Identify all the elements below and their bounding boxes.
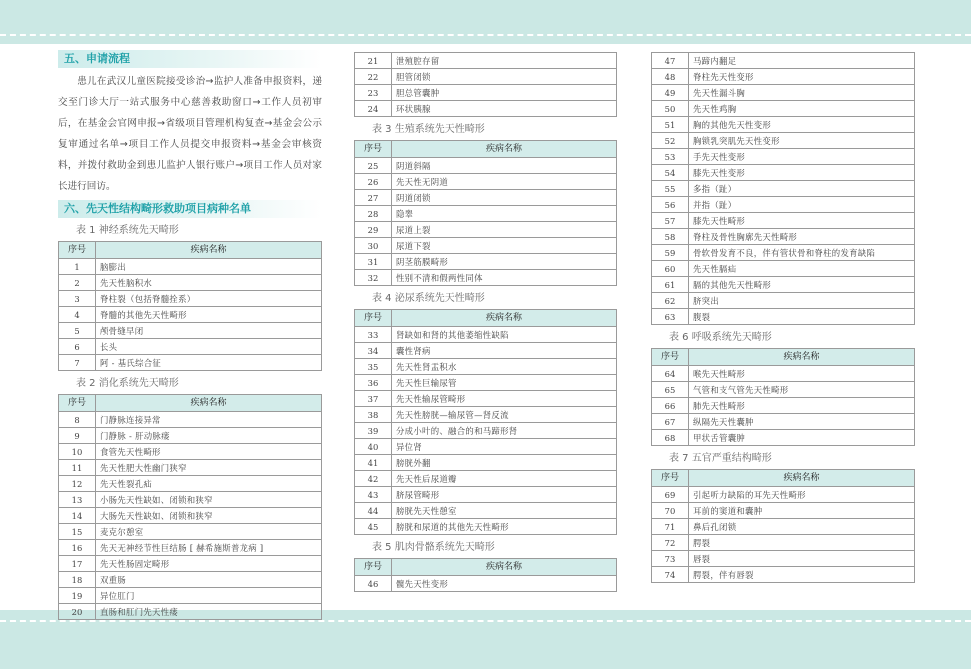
table-row <box>355 101 617 117</box>
disease-name: 大肠先天性缺如、闭锁和狭窄 <box>96 508 322 524</box>
disease-name: 颅骨缝早闭 <box>96 323 322 339</box>
table-5-caption: 表 5 肌肉骨骼系统先天畸形 <box>372 542 495 553</box>
disease-name: 耳前的窦道和囊肿 <box>689 503 915 519</box>
disease-name: 食管先天性畸形 <box>96 444 322 460</box>
disease-name: 先天性后尿道瓣 <box>392 471 617 487</box>
table-6 <box>651 348 915 446</box>
disease-name: 先天性漏斗胸 <box>689 85 915 101</box>
disease-name: 性别不清和假两性同体 <box>392 270 617 286</box>
table-4-caption: 表 4 泌尿系统先天性畸形 <box>372 293 485 304</box>
row-number: 9 <box>59 428 96 444</box>
row-number: 57 <box>652 213 689 229</box>
table-row <box>59 508 322 524</box>
row-number: 49 <box>652 85 689 101</box>
table-1-body <box>59 259 322 371</box>
table-row <box>652 165 915 181</box>
row-number: 48 <box>652 69 689 85</box>
row-number: 30 <box>355 238 392 254</box>
row-number: 17 <box>59 556 96 572</box>
table-header-row <box>652 349 915 366</box>
table-row <box>59 556 322 572</box>
disease-name: 并指（趾） <box>689 197 915 213</box>
disease-name: 膀胱外翻 <box>392 455 617 471</box>
table-row <box>59 259 322 275</box>
disease-name: 脊髓的其他先天性畸形 <box>96 307 322 323</box>
row-number: 46 <box>355 576 392 592</box>
disease-name: 先天性裂孔疝 <box>96 476 322 492</box>
row-number: 56 <box>652 197 689 213</box>
table-row <box>355 327 617 343</box>
row-number: 63 <box>652 309 689 325</box>
row-number: 10 <box>59 444 96 460</box>
header-no: 序号 <box>59 395 96 412</box>
table-row <box>59 339 322 355</box>
table-1 <box>58 241 322 371</box>
disease-name: 先天无神经节性巨结肠 [ 赫希施斯普龙病 ] <box>96 540 322 556</box>
row-number: 5 <box>59 323 96 339</box>
disease-name: 膀胱和尿道的其他先天性畸形 <box>392 519 617 535</box>
disease-name: 阴茎筋膜畸形 <box>392 254 617 270</box>
table-row <box>59 412 322 428</box>
row-number: 14 <box>59 508 96 524</box>
table-row <box>355 254 617 270</box>
disease-name: 引起听力缺陷的耳先天性畸形 <box>689 487 915 503</box>
disease-name: 脐尿管畸形 <box>392 487 617 503</box>
table-3-body <box>355 158 617 286</box>
row-number: 50 <box>652 101 689 117</box>
table-row <box>652 487 915 503</box>
disease-name: 多指（趾） <box>689 181 915 197</box>
disease-name: 门静脉 - 肝动脉瘘 <box>96 428 322 444</box>
disease-name: 先天性脑积水 <box>96 275 322 291</box>
table-header-row <box>355 310 617 327</box>
row-number: 28 <box>355 206 392 222</box>
disease-name: 先天性鸡胸 <box>689 101 915 117</box>
table-5-body <box>355 576 617 592</box>
row-number: 6 <box>59 339 96 355</box>
row-number: 32 <box>355 270 392 286</box>
row-number: 68 <box>652 430 689 446</box>
table-row <box>355 238 617 254</box>
table-row <box>355 455 617 471</box>
table-row <box>652 117 915 133</box>
table-5 <box>354 558 617 592</box>
disease-name: 手先天性变形 <box>689 149 915 165</box>
row-number: 66 <box>652 398 689 414</box>
disease-name: 腭裂，伴有唇裂 <box>689 567 915 583</box>
disease-name: 脑膨出 <box>96 259 322 275</box>
table-row <box>59 291 322 307</box>
row-number: 47 <box>652 53 689 69</box>
disease-name: 肾缺如和肾的其他萎缩性缺陷 <box>392 327 617 343</box>
row-number: 64 <box>652 366 689 382</box>
row-number: 52 <box>652 133 689 149</box>
header-no: 序号 <box>355 559 392 576</box>
table-row <box>652 85 915 101</box>
disease-name: 唇裂 <box>689 551 915 567</box>
table-3 <box>354 140 617 286</box>
disease-name: 尿道下裂 <box>392 238 617 254</box>
table-row <box>59 524 322 540</box>
disease-name: 脊柱先天性变形 <box>689 69 915 85</box>
row-number: 31 <box>355 254 392 270</box>
disease-name: 髋先天性变形 <box>392 576 617 592</box>
table-row <box>652 366 915 382</box>
header-no: 序号 <box>355 310 392 327</box>
header-no: 序号 <box>652 349 689 366</box>
disease-name: 肺先天性畸形 <box>689 398 915 414</box>
disease-name: 骨软骨发育不良，伴有管状骨和脊柱的发育缺陷 <box>689 245 915 261</box>
row-number: 2 <box>59 275 96 291</box>
table-row <box>652 567 915 583</box>
row-number: 1 <box>59 259 96 275</box>
table-row <box>355 85 617 101</box>
table-row <box>652 69 915 85</box>
row-number: 21 <box>355 53 392 69</box>
disease-name: 鼻后孔闭锁 <box>689 519 915 535</box>
disease-name: 门静脉连接异常 <box>96 412 322 428</box>
row-number: 51 <box>652 117 689 133</box>
disease-name: 甲状舌管囊肿 <box>689 430 915 446</box>
table-row <box>355 576 617 592</box>
table-row <box>59 275 322 291</box>
disease-name: 阴道闭锁 <box>392 190 617 206</box>
row-number: 20 <box>59 604 96 620</box>
row-number: 8 <box>59 412 96 428</box>
disease-name: 隐睾 <box>392 206 617 222</box>
table-row <box>652 101 915 117</box>
row-number: 74 <box>652 567 689 583</box>
disease-name: 腹裂 <box>689 309 915 325</box>
disease-name: 阿 - 基氏综合征 <box>96 355 322 371</box>
disease-name: 双重肠 <box>96 572 322 588</box>
header-name: 疾病名称 <box>96 395 322 412</box>
header-name: 疾病名称 <box>392 141 617 158</box>
table-row <box>652 430 915 446</box>
row-number: 19 <box>59 588 96 604</box>
header-no: 序号 <box>652 470 689 487</box>
row-number: 36 <box>355 375 392 391</box>
disease-name: 异位肾 <box>392 439 617 455</box>
column-right <box>651 52 915 583</box>
table-row <box>652 229 915 245</box>
table-row <box>355 270 617 286</box>
row-number: 61 <box>652 277 689 293</box>
table-5-continued <box>651 52 915 325</box>
table-header-row <box>652 470 915 487</box>
table-1-caption: 表 1 神经系统先天畸形 <box>76 225 179 236</box>
row-number: 40 <box>355 439 392 455</box>
header-name: 疾病名称 <box>689 349 915 366</box>
table-row <box>355 503 617 519</box>
disease-name: 先天性巨输尿管 <box>392 375 617 391</box>
row-number: 54 <box>652 165 689 181</box>
disease-name: 小肠先天性缺如、闭锁和狭窄 <box>96 492 322 508</box>
row-number: 15 <box>59 524 96 540</box>
table-row <box>59 540 322 556</box>
table-row <box>59 428 322 444</box>
table-row <box>59 444 322 460</box>
table-row <box>652 535 915 551</box>
application-process-text: 患儿在武汉儿童医院接受诊治→监护人准备申报资料，递交至门诊大厅一站式服务中心慈善救助窗口→工作人员初审后，在基金会官网申报→省级项目管理机构复查→基金会公示复审通过名单→项目工作人员提交申报资料→基金会审核资料，并拨付救助金到患儿监护人银行账户→项目工作人员对家长进行回访。 <box>58 76 322 192</box>
table-header-row <box>355 559 617 576</box>
row-number: 11 <box>59 460 96 476</box>
row-number: 37 <box>355 391 392 407</box>
column-left <box>58 50 322 620</box>
top-dashed-line <box>0 34 971 36</box>
disease-name: 胆管闭锁 <box>392 69 617 85</box>
disease-name: 先天性肠固定畸形 <box>96 556 322 572</box>
table-row <box>59 307 322 323</box>
row-number: 70 <box>652 503 689 519</box>
disease-name: 长头 <box>96 339 322 355</box>
disease-name: 分成小叶的、融合的和马蹄形肾 <box>392 423 617 439</box>
row-number: 35 <box>355 359 392 375</box>
table-row <box>652 261 915 277</box>
table-row <box>355 471 617 487</box>
top-decorative-band <box>0 0 971 44</box>
table-row <box>59 572 322 588</box>
disease-name: 喉先天性畸形 <box>689 366 915 382</box>
table-row <box>652 245 915 261</box>
disease-name: 胆总管囊肿 <box>392 85 617 101</box>
table-row <box>652 309 915 325</box>
table-4-body <box>355 327 617 535</box>
row-number: 71 <box>652 519 689 535</box>
table-2-body <box>59 412 322 620</box>
row-number: 13 <box>59 492 96 508</box>
disease-name: 环状胰腺 <box>392 101 617 117</box>
row-number: 58 <box>652 229 689 245</box>
table-3-caption: 表 3 生殖系统先天性畸形 <box>372 124 485 135</box>
disease-name: 先天性肾盂积水 <box>392 359 617 375</box>
table-6-body <box>652 366 915 446</box>
table-row <box>652 551 915 567</box>
row-number: 60 <box>652 261 689 277</box>
row-number: 69 <box>652 487 689 503</box>
table-row <box>59 460 322 476</box>
row-number: 25 <box>355 158 392 174</box>
table-row <box>652 414 915 430</box>
table-2-continued-body <box>355 53 617 117</box>
table-row <box>355 423 617 439</box>
table-row <box>59 604 322 620</box>
table-row <box>355 439 617 455</box>
row-number: 59 <box>652 245 689 261</box>
table-row <box>652 503 915 519</box>
row-number: 41 <box>355 455 392 471</box>
header-name: 疾病名称 <box>392 559 617 576</box>
table-row <box>355 343 617 359</box>
header-no: 序号 <box>59 242 96 259</box>
table-row <box>59 355 322 371</box>
table-row <box>59 323 322 339</box>
table-row <box>652 181 915 197</box>
row-number: 34 <box>355 343 392 359</box>
table-row <box>652 213 915 229</box>
row-number: 4 <box>59 307 96 323</box>
header-name: 疾病名称 <box>392 310 617 327</box>
table-row <box>355 407 617 423</box>
disease-name: 麦克尔憩室 <box>96 524 322 540</box>
table-row <box>59 476 322 492</box>
row-number: 7 <box>59 355 96 371</box>
column-middle <box>354 52 617 592</box>
table-row <box>59 492 322 508</box>
disease-name: 脊柱裂（包括脊髓拴系） <box>96 291 322 307</box>
row-number: 65 <box>652 382 689 398</box>
row-number: 53 <box>652 149 689 165</box>
bottom-dashed-line <box>0 620 971 622</box>
disease-name: 膝先天性畸形 <box>689 213 915 229</box>
row-number: 44 <box>355 503 392 519</box>
disease-name: 泄殖腔存留 <box>392 53 617 69</box>
disease-name: 尿道上裂 <box>392 222 617 238</box>
row-number: 16 <box>59 540 96 556</box>
disease-name: 异位肛门 <box>96 588 322 604</box>
row-number: 29 <box>355 222 392 238</box>
table-row <box>355 190 617 206</box>
row-number: 33 <box>355 327 392 343</box>
disease-name: 先天性输尿管畸形 <box>392 391 617 407</box>
row-number: 3 <box>59 291 96 307</box>
table-row <box>355 375 617 391</box>
row-number: 39 <box>355 423 392 439</box>
row-number: 43 <box>355 487 392 503</box>
row-number: 55 <box>652 181 689 197</box>
table-row <box>355 206 617 222</box>
disease-name: 胸的其他先天性变形 <box>689 117 915 133</box>
header-no: 序号 <box>355 141 392 158</box>
disease-name: 膀胱先天性憩室 <box>392 503 617 519</box>
header-name: 疾病名称 <box>96 242 322 259</box>
disease-name: 阴道斜隔 <box>392 158 617 174</box>
row-number: 45 <box>355 519 392 535</box>
disease-name: 膝先天性变形 <box>689 165 915 181</box>
table-row <box>355 487 617 503</box>
table-row <box>355 222 617 238</box>
table-row <box>355 69 617 85</box>
table-row <box>652 149 915 165</box>
disease-name: 马蹄内翻足 <box>689 53 915 69</box>
table-7-body <box>652 487 915 583</box>
row-number: 18 <box>59 572 96 588</box>
table-header-row <box>355 141 617 158</box>
disease-name: 胸锁乳突肌先天性变形 <box>689 133 915 149</box>
disease-name: 先天性膀胱—输尿管—肾反流 <box>392 407 617 423</box>
table-row <box>355 174 617 190</box>
table-header-row <box>59 242 322 259</box>
table-row <box>355 519 617 535</box>
table-header-row <box>59 395 322 412</box>
row-number: 42 <box>355 471 392 487</box>
row-number: 72 <box>652 535 689 551</box>
section-5-title: 五、申请流程 <box>58 50 322 68</box>
table-row <box>652 398 915 414</box>
header-name: 疾病名称 <box>689 470 915 487</box>
table-4 <box>354 309 617 535</box>
disease-name: 先天性无阴道 <box>392 174 617 190</box>
table-7 <box>651 469 915 583</box>
table-row <box>355 391 617 407</box>
table-2-continued <box>354 52 617 117</box>
row-number: 12 <box>59 476 96 492</box>
table-row <box>652 197 915 213</box>
row-number: 27 <box>355 190 392 206</box>
table-row <box>355 359 617 375</box>
row-number: 26 <box>355 174 392 190</box>
table-row <box>355 158 617 174</box>
disease-name: 气管和支气管先天性畸形 <box>689 382 915 398</box>
table-5-continued-body <box>652 53 915 325</box>
disease-name: 先天性膈疝 <box>689 261 915 277</box>
table-row <box>652 133 915 149</box>
table-row <box>59 588 322 604</box>
row-number: 62 <box>652 293 689 309</box>
disease-name: 腭裂 <box>689 535 915 551</box>
disease-name: 先天性肥大性幽门狭窄 <box>96 460 322 476</box>
table-6-caption: 表 6 呼吸系统先天畸形 <box>669 332 772 343</box>
row-number: 73 <box>652 551 689 567</box>
disease-name: 囊性肾病 <box>392 343 617 359</box>
table-row <box>652 519 915 535</box>
table-2 <box>58 394 322 620</box>
row-number: 23 <box>355 85 392 101</box>
row-number: 67 <box>652 414 689 430</box>
table-row <box>652 382 915 398</box>
disease-name: 纵隔先天性囊肿 <box>689 414 915 430</box>
disease-name: 脐突出 <box>689 293 915 309</box>
disease-name: 脊柱及骨性胸廓先天性畸形 <box>689 229 915 245</box>
table-7-caption: 表 7 五官严重结构畸形 <box>669 453 772 464</box>
row-number: 22 <box>355 69 392 85</box>
table-row <box>652 293 915 309</box>
table-row <box>355 53 617 69</box>
disease-name: 直肠和肛门先天性瘘 <box>96 604 322 620</box>
row-number: 24 <box>355 101 392 117</box>
table-2-caption: 表 2 消化系统先天畸形 <box>76 378 179 389</box>
table-row <box>652 277 915 293</box>
table-row <box>652 53 915 69</box>
section-6-title: 六、先天性结构畸形救助项目病种名单 <box>58 200 322 218</box>
disease-name: 膈的其他先天性畸形 <box>689 277 915 293</box>
row-number: 38 <box>355 407 392 423</box>
